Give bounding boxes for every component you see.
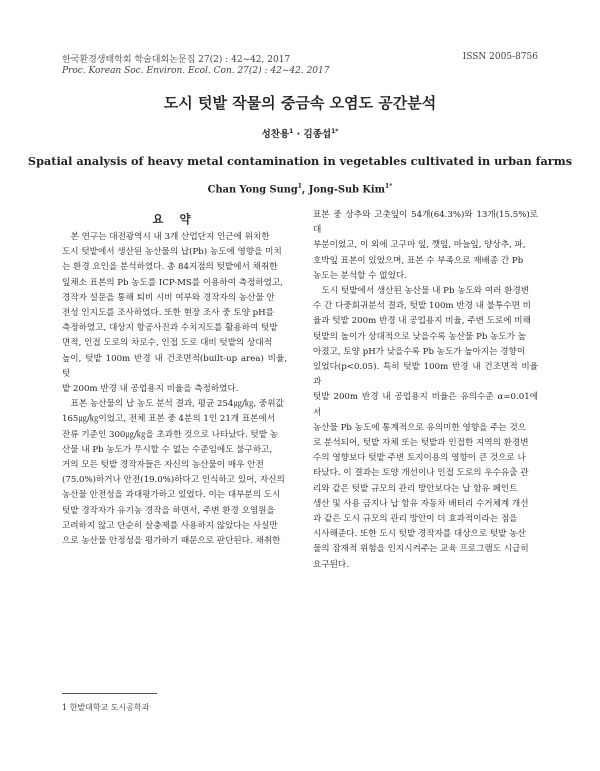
footnote-affiliation: 1 한밭대학교 도시공학과: [62, 703, 150, 712]
author-1-affiliation-en: 1: [297, 183, 302, 190]
abstract-left-column: [62, 208, 287, 549]
authors-korean: [0, 126, 600, 140]
abstract-right-column: [313, 208, 538, 573]
issn-label: ISSN 2005-8756: [462, 52, 538, 62]
author-separator: ·: [293, 129, 304, 140]
journal-header-english: Proc. Korean Soc. Environ. Ecol. Con. 27(2) : 42~42. 2017: [62, 66, 330, 76]
paper-title-korean: 도시 텃밭 작물의 중금속 오염도 공간분석: [163, 94, 437, 112]
abstract-paragraph: 본 연구는 대전광역시 내 3개 산업단지 인근에 위치한 도시 텃밭에서 생산된 농산물의 납(Pb) 농도에 영향을 미치 는 환경 요인을 분석하였다. 총 84지점의 텃밭에서 채취한 잎채소 표본의 Pb 농도를 ICP-MS를 이용하여 측정하였고, 경작자 설문을 통해 퇴비 시비 여부와 경작자의 농산물 안 전성 인지도를 조사하였다. 또한 현장 조사 중 토양 pH를 측정하였고, 대상지 항공사진과 수치지도를 활용하여 텃밭 면적, 인접 도로의 차로수, 인접 도로 대비 텃밭의 상대적 높이, 텃밭 100m 반경 내 건조면적(built-up area) 비율, 텃 밭 200m 반경 내 공업용지 비율을 측정하였다.: [62, 232, 287, 395]
authors-english: [0, 183, 600, 195]
abstract-paragraph: 도시 텃밭에서 생산된 농산물 내 Pb 농도와 여러 환경변 수 간 다중회귀분석 결과, 텃밭 100m 반경 내 불투수면 비 율과 텃밭 200m 반경 내 공업용지 비율, 주변 도로에 비해 텃밭의 높이가 상대적으로 낮을수록 농산물 Pb 농도가 높 아졌고, 토양 pH가 낮을수록 Pb 농도가 높아지는 경향이 있었다(p<0.05). 특히 텃밭 100m 반경 내 건조면적 비율과 텃밭 200m 반경 내 공업용지 비율은 유의수준 α=0.01에서 농산물 Pb 농도에 통계적으로 유의미한 영향을 주는 것으 로 분석되어, 텃밭 자체 또는 텃밭과 인접한 지역의 환경변 수의 영향보다 텃밭 주변 토지이용의 영향이 큰 것으로 나 타났다. 이 결과는 토양 개선이나 인접 도로의 우수유출 관 리와 같은 텃밭 규모의 관리 방안보다는 납 함유 페인트 생산 및 사용 금지나 납 함유 자동차 배터리 수거체계 개선 과 같은 도시 규모의 관리 방안이 더 효과적이라는 점을 시사해준다. 또한 도시 텃밭 경작자를 대상으로 텃밭 농산 물의 잠재적 위험을 인지시켜주는 교육 프로그램도 시급히 요구된다.: [313, 286, 538, 570]
paper-title-english: Spatial analysis of heavy metal contamination in vegetables cultivated in urban farms: [27, 154, 573, 168]
abstract-paragraph: 표본 중 상추와 고춧잎이 54개(64.3%)와 13개(15.5%)로 대 부분이었고, 이 외에 고구마 잎, 깻잎, 마늘잎, 양상추, 파, 호박잎 표본이 있었으며, 표본 수 부족으로 재배종 간 Pb 농도는 분석할 수 없었다.: [313, 210, 538, 281]
author-2-name-en: Jong-Sub Kim: [308, 184, 386, 196]
author-2-name: 김종섭: [303, 129, 332, 140]
abstract-heading: 요 약: [152, 212, 197, 226]
author-1-affiliation: 1: [289, 127, 294, 135]
author-1-name-en: Chan Yong Sung: [207, 184, 298, 196]
author-1-name: 성찬용: [261, 129, 290, 140]
author-2-affiliation-en: 1*: [385, 183, 393, 190]
author-separator-en: ,: [301, 184, 309, 196]
footnote-divider: [62, 693, 157, 694]
journal-header-korean: 한국환경생태학회 학술대회논문집 27(2) : 42~42, 2017: [62, 55, 291, 65]
abstract-paragraph: 표본 농산물의 납 농도 분석 결과, 평균 254㎍/㎏, 중위값 165㎍/㎏이었고, 전체 표본 중 4분의 1인 21개 표본에서 잔류 기준인 300㎍/㎏을 초과한 것으로 나타났다. 텃밭 농 산물 내 Pb 농도가 무시할 수 없는 수준임에도 불구하고, 거의 모든 텃밭 경작자들은 자신의 농산물이 매우 안전 (75.0%)하거나 안전(19.0%)하다고 인식하고 있어, 자신의 농산물 안전성을 과대평가하고 있었다. 이는 대부분의 도시 텃밭 경작자가 유기농 경작을 하면서, 주변 환경 오염원을 고려하지 않고 단순히 살충제를 사용하지 않았다는 사실만 으로 농산물 안정성을 평가하기 때문으로 판단된다. 채취한: [62, 399, 285, 547]
author-2-affiliation: 1*: [331, 127, 339, 135]
